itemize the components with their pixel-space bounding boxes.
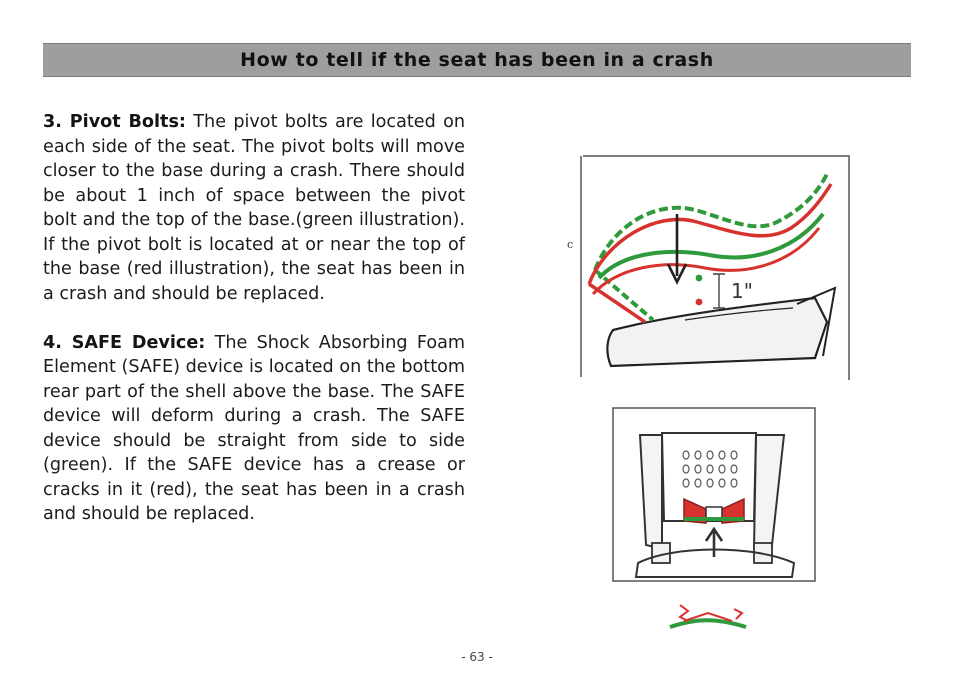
section-header-bar: [43, 43, 911, 77]
page-number: - 63 -: [461, 650, 493, 664]
safe-device-illustration: [604, 405, 818, 637]
instruction-text: [43, 110, 465, 527]
section-title: How to tell if the seat has been in a crash: [240, 49, 714, 71]
red-bolt-marker: [696, 299, 703, 306]
pivot-bolt-illustration: [565, 152, 850, 380]
safe-device-heading: 4. SAFE Device:: [43, 332, 206, 353]
safe-device-body: The Shock Absorbing Foam Element (SAFE) device is located on the bottom rear part of the shell above the base. The SAFE device will deform during a crash. The SAFE device should be straight from side to side (green). If the SAFE device has a crease or cracks in it (red), the seat has been in a crash and should be replaced.: [43, 332, 466, 524]
safe-device-paragraph: [43, 331, 465, 527]
pivot-bolts-heading: 3. Pivot Bolts:: [43, 112, 186, 132]
measure-label: 1": [731, 279, 753, 303]
green-bolt-marker: [696, 275, 703, 282]
pivot-bolts-paragraph: [43, 110, 465, 306]
pivot-bolts-body: The pivot bolts are located on each side of the seat. The pivot bolts will move closer to the base during a crash. There should be about 1 inch of space between the pivot bolt and the top of the base.(green illustration). If the pivot bolt is located at or near the top of the base (red illustration), the seat has been in a crash and should be replaced.: [43, 112, 465, 304]
side-mark-text: c: [567, 238, 574, 251]
